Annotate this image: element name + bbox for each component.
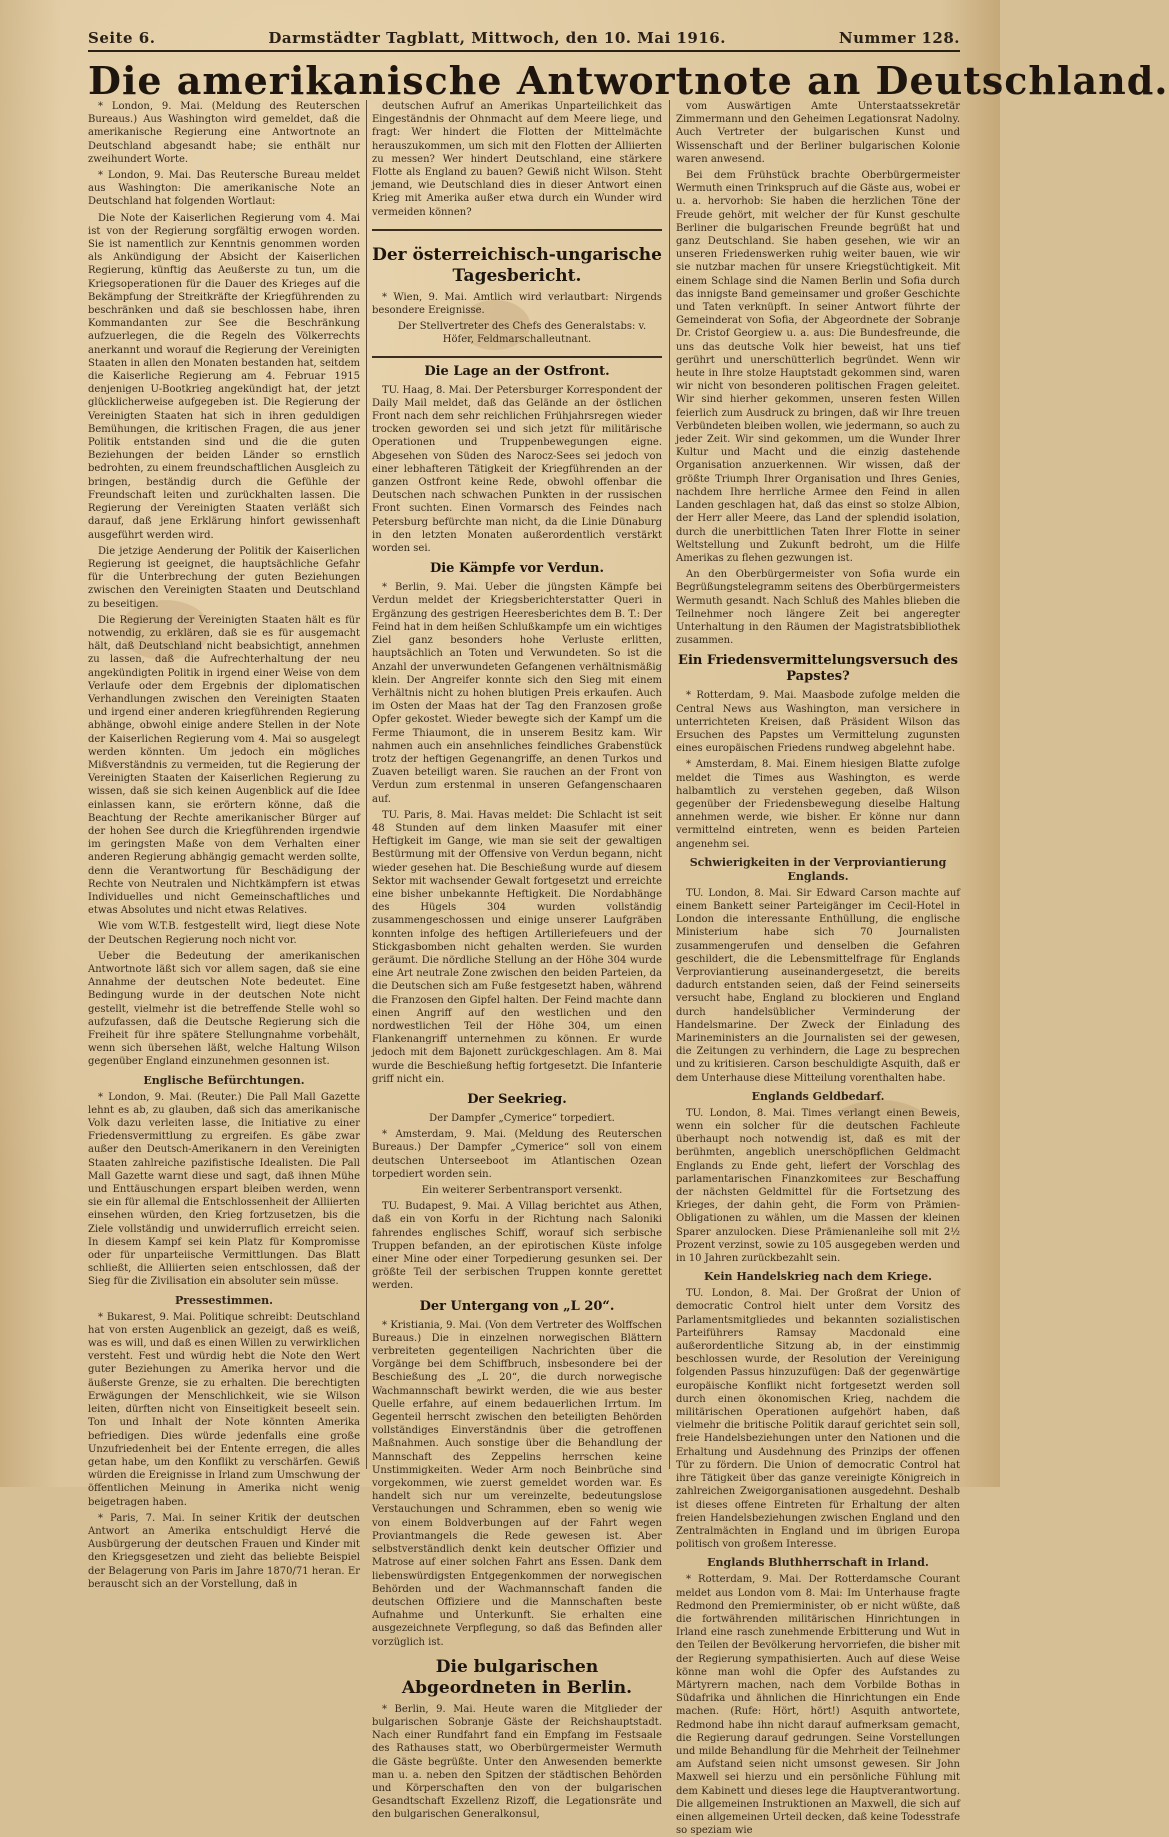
article-paragraph: TU. London, 8. Mai. Times verlangt einen Beweis, wenn ein solcher für die deutschen Fachleute überhaupt noch notwendig ist, daß es mit der berühmten, angeblich unerschöpflichen Geldmacht Englands zu Ende geht, liefert der Vorschlag des parlamentarischen Finanzkomitees zur Beschaffung der nächsten Geldmittel für die Fortsetzung des Krieges, der dahin geht, die Form von Prämien-Obligationen zu wählen, um die Massen der kleinen Sparer anzulocken. Diese Prämienanleihe soll mit 2½ Prozent verzinst, sowie zu 105 ausgegeben werden und in 10 Jahren zurückbezahlt sein. xyxy=(676,1107,960,1265)
column-2 xyxy=(372,100,663,1821)
article-paragraph: * Rotterdam, 9. Mai. Maasbode zufolge melden die Central News aus Washington, man versichere in unterrichteten Kreisen, daß Präsident Wilson das Ersuchen des Papstes um Vermittelung zugunsten eines europäischen Friedens rundweg abgelehnt habe. xyxy=(676,690,960,755)
article-paragraph: * Wien, 9. Mai. Amtlich wird verlautbart: Nirgends besondere Ereignisse. xyxy=(372,291,662,317)
issue-number: Nummer 128. xyxy=(838,29,960,47)
main-headline: Die amerikanische Antwortnote an Deutschland. xyxy=(88,58,1169,103)
article-paragraph: * Kristiania, 9. Mai. (Von dem Vertreter des Wolffschen Bureaus.) Die in einzelnen norwegischen Blättern verbreiteten gegenteiligen Nachrichten über die Vorgänge bei dem Schiffbruch, insbesondere bei der Beschießung des „L 20“, die durch norwegische Wachmannschaft bewirkt werden, die wie aus bester Quelle erfahre, auf einem bedauerlichen Irrtum. Im Gegenteil herrscht zwischen den beteiligten Behörden vollständiges Einverständnis über die getroffenen Maßnahmen. Auch sonstige über die Behandlung der Mannschaft des Zeppelins herrschen keine Unstimmigkeiten. Weder Arm noch Beinbrüche sind vorgekommen, wie zuerst gemeldet worden war. Es handelt sich nur um vereinzelte, bedeutungslose Verstauchungen und Schrammen, eben so wenig wie von einem Boldverbungen auf der Fahrt wegen Proviantmangels die Rede gewesen ist. Aber selbstverständlich denkt kein deutscher Offizier und Matrose auf einer solchen Fahrt ans Essen. Dank dem liebenswürdigsten Entgegenkommen der norwegischen Behörden und der Wachmannschaft fanden die deutschen Offiziere und die Mannschaften beste Aufnahme und Unterkunft. Sie erhalten eine ausgezeichnete Verpflegung, so daß das Befinden aller vorzüglich ist. xyxy=(372,1319,662,1648)
section-heading: Der österreichisch-ungarische Tagesbericht. xyxy=(372,244,662,286)
article-paragraph: An den Oberbürgermeister von Sofia wurde ein Begrüßungstelegramm seitens des Oberbürgermeisters Wermuth gesandt. Nach Schluß des Mahles blieben die Teilnehmer noch längere Zeit bei angeregter Unterhaltung in den Räumen der Magistratsbibliothek zusammen. xyxy=(676,569,960,647)
article-paragraph: * Paris, 7. Mai. In seiner Kritik der deutschen Antwort an Amerika entschuldigt Hervé die Ausbürgerung der deutschen Frauen und Kinder mit den Kriegsgesetzen und zieht das beliebte Beispiel der Belagerung von Paris im Jahre 1870/71 heran. Er berauscht sich an der Vorstellung, daß in xyxy=(88,1512,360,1590)
column-3 xyxy=(676,100,960,1837)
article-paragraph: TU. London, 8. Mai. Der Großrat der Union of democratic Control hielt unter dem Vorsitz des Parlamentsmitgliedes und bekannten sozialistischen Parteiführers Ramsay Macdonald eine außerordentliche Sitzung ab, in der einstimmig beschlossen wurde, der Resolution der Vereinigung folgenden Passus hinzuzufügen: Daß der gegenwärtige europäische Konflikt nicht fortgesetzt werden soll durch einen ökonomischen Krieg, nachdem die militärischen Operationen aufgehört haben, daß vielmehr die britische Politik darauf gerichtet sein soll, freie Handelsbeziehungen unter den Nationen und die Erhaltung und Ausdehnung des Prinzips der offenen Tür zu fördern. Die Union of democratic Control hat ihre Tätigkeit über das ganze vereinigte Königreich in zahlreichen Zweigorganisationen ausgedehnt. Deshalb ist dieses offene Eintreten für Erhaltung der alten freien Handelsbeziehungen zwischen England und den Zentralmächten in England und im übrigen Europa politisch von großem Interesse. xyxy=(676,1288,960,1551)
section-heading: Ein Friedensvermittelungsversuch des Papstes? xyxy=(678,653,958,685)
section-heading: Schwierigkeiten in der Verproviantierung Englands. xyxy=(689,855,947,883)
article-paragraph: TU. London, 8. Mai. Sir Edward Carson machte auf einem Bankett seiner Parteigänger im Cecil-Hotel in London die interessante Enthüllung, die englische Ministerium habe sich 70 Journalisten zusammengerufen und denselben die Gefahren geschildert, die die Lebensmittelfrage für Englands Verproviantierung auseinandergesetzt, die bereits dadurch entstanden seien, daß der Feind seinerseits versucht habe, England zu blockieren und England durch handelsüblicher Verminderung der Handelsmarine. Der Zweck der Einladung des Marineministers an die Journalisten sei der gewesen, die Zeitungen zu verhindern, die Lage zu besprechen und zu kritisieren. Carson beschuldigte Asquith, daß er dem Unterhause diese Mitteilung vorenthalten habe. xyxy=(676,887,960,1084)
page-header xyxy=(88,26,960,52)
article-paragraph: Die jetzige Aenderung der Politik der Kaiserlichen Regierung ist geeignet, die hauptsächliche Gefahr für die Unterbrechung der guten Beziehungen zwischen den Vereinigten Staaten und Deutschland zu beseitigen. xyxy=(88,545,360,610)
paper-title-date: Darmstädter Tagblatt, Mittwoch, den 10. Mai 1916. xyxy=(268,29,726,47)
column-rule xyxy=(366,100,367,1469)
article-paragraph: Die Note der Kaiserlichen Regierung vom 4. Mai ist von der Regierung sorgfältig erwogen worden. Sie ist namentlich zur Kenntnis genommen worden als Ankündigung der Absicht der Kaiserlichen Regierung, künftig das Aeußerste zu tun, um die Kriegsoperationen für die Dauer des Krieges auf die Bekämpfung der Streitkräfte der Kriegführenden zu beschränken und daß sie beschlossen habe, ihren Kommandanten zur See die Beschränkung aufzuerlegen, die die Regeln des Völkerrechts anerkannt und worauf die Regierung der Vereinigten Staaten in allen den Monaten bestanden hat, seitdem die Kaiserliche Regierung am 4. Februar 1915 denjenigen U-Bootkrieg angekündigt hat, der jetzt glücklicherweise aufgegeben ist. Die Regierung der Vereinigten Staaten hat sich in ihren geduldigen Bemühungen, die kritischen Fragen, die aus jener Politik entstanden sind und die die guten Beziehungen der beiden Länder so ernstlich bedrohten, zu einem freundschaftlichen Ausgleich zu bringen, beständig durch die Gefühle der Freundschaft leiten und zurückhalten lassen. Die Regierung der Vereinigten Staaten verläßt sich darauf, daß jene Erklärung hinfort gewissenhaft ausgeführt werden wird. xyxy=(88,212,360,541)
article-paragraph: * Berlin, 9. Mai. Ueber die jüngsten Kämpfe bei Verdun meldet der Kriegsberichterstatter Queri in Ergänzung des gestrigen Heeresberichtes dem B. T.: Der Feind hat in dem heißen Schlußkampfe um ein wichtiges Ziel ganz besonders hohe Verluste erlitten, hauptsächlich an Toten und Verwundeten. So ist die Anzahl der unverwundeten Gefangenen verhältnismäßig klein. Der Angreifer konnte sich den Sieg mit einem Verhältnis nicht zu hohen blutigen Preis erkaufen. Auch im Osten der Maas hat der Tag den Franzosen große Opfer gekostet. Wieder bewegte sich der Kampf um die Ferme Thiaumont, die in unserem Besitz kam. Wir nahmen auch ein ansehnliches feindliches Grabenstück trotz der heftigen Gegenangriffe, an denen Turkos und Zuaven beteiligt waren. Sie rauchen an der Front von Verdun zum erstenmal in unseren Gefangenschaaren auf. xyxy=(372,582,662,805)
austro-hungarian-report-box xyxy=(372,229,662,358)
section-heading: Pressestimmen. xyxy=(174,1293,273,1307)
page-number: Seite 6. xyxy=(88,29,156,47)
article-paragraph: vom Auswärtigen Amte Unterstaatssekretär Zimmermann und den Geheimen Legationsrat Nadolny. Auch Vertreter der bulgarischen Kunst und Wissenschaft und der Berliner bulgarischen Kolonie waren anwesend. xyxy=(676,101,960,165)
article-paragraph: * London, 9. Mai. Das Reutersche Bureau meldet aus Washington: Die amerikanische Note an Deutschland hat folgenden Wortlaut: xyxy=(88,170,360,208)
article-paragraph: * London, 9. Mai. (Meldung des Reuterschen Bureaus.) Aus Washington wird gemeldet, daß die amerikanische Regierung eine Antwortnote an Deutschland abgesandt habe; sie enthält nur zweihundert Worte. xyxy=(88,101,360,165)
section-heading: Englands Bluthherrschaft in Irland. xyxy=(707,1556,929,1570)
article-paragraph: deutschen Aufruf an Amerikas Unparteilichkeit das Eingeständnis der Ohnmacht auf dem Meere liege, und fragt: Wer hindert die Flotten der Mittelmächte herauszukommen, um sich mit den Flotten der Alliierten zu messen? Wer hindert Deutschland, eine stärkere Flotte als England zu bauen? Gewiß nicht Wilson. Steht jemand, wie Deutschland dies in dieser Antwort einen Krieg mit Amerika außer etwa durch ein Wunder wird vermeiden können? xyxy=(372,101,662,218)
section-heading: Kein Handelskrieg nach dem Kriege. xyxy=(704,1270,932,1284)
article-paragraph: * Bukarest, 9. Mai. Politique schreibt: Deutschland hat von ersten Augenblick an gezeigt, daß es weiß, was es will, und daß es einen Willen zu verwirklichen versteht. Fest und würdig hebt die Note den Wert guter Beziehungen zu Amerika hervor und die äußerste Grenze, sie zu erhalten. Die berechtigten Erwägungen der Menschlichkeit, wie sie Wilson leiten, dürften nicht von Einseitigkeit beseelt sein. Ton und Inhalt der Note könnten Amerika befriedigen. Dies würde jedenfalls eine große Unzufriedenheit bei der Entente erregen, die alles getan habe, um den Konflikt zu verschärfen. Gewiß würden die Ereignisse in Irland zum Umschwung der öffentlichen Meinung in Amerika nicht wenig beigetragen haben. xyxy=(88,1311,360,1508)
section-heading: Die Kämpfe vor Verdun. xyxy=(429,561,605,577)
article-paragraph: Bei dem Frühstück brachte Oberbürgermeister Wermuth einen Trinkspruch auf die Gäste aus, wobei er u. a. hervorhob: Sie haben die herzlichen Töne der Freude gehört, mit welcher der für Kunst geschulte Berliner die bulgarischen Freunde begrüßt hat und ganz Deutschland. Sie haben gesehen, wie wir an unseren Friedenswerken ruhig weiter bauen, wie wir sie nutzbar machen für unsere Kriegstüchtigkeit. Mit einem Schlage sind die Namen Berlin und Sofia durch das innigste Band gemeinsamer und großer Geschichte und Taten verknüpft. In seiner Antwort führte der Gemeinderat von Sofia, der Abgeordnete der Sobranje Dr. Cristof Georgiew u. a. aus: Die Bundesfreunde, die uns das deutsche Volk hier beweist, hat uns tief gerührt und unerschütterlich begründet. Wenn wir heute in Ihre stolze Hauptstadt gekommen sind, waren wir nicht von besonderen politischen Fragen geleitet. Wir sind hierher gekommen, unseren festen Willen feierlich zum Ausdruck zu bringen, daß wir Ihre treuen Verbündeten bleiben wollen, wie jedermann, so auch zu jeder Zeit. Wir sind gekommen, um die Wunder Ihrer Kultur und Macht und die einzig dastehende Organisation anzuerkennen. Wir wissen, daß der größte Triumph Ihrer Organisation und Ihres Genies, nachdem Ihre herrliche Armee den Feind in allen Landen geschlagen hat, daß das einst so stolze Albion, der Herr aller Meere, das Land der splendid isolation, durch die unerbittlichen Taten Ihrer Flotte in seiner Weltstellung und Zukunft bedroht, um die Hilfe Amerikas zu flehen gezwungen ist. xyxy=(676,170,960,564)
section-heading: Der Untergang von „L 20“. xyxy=(419,1298,615,1314)
column-1 xyxy=(88,100,360,1590)
article-paragraph: Die Regierung der Vereinigten Staaten hält es für notwendig, zu erklären, daß sie es für ausgemacht hält, daß Deutschland nicht beabsichtigt, annehmen zu lassen, daß die Aufrechterhaltung der neu angekündigten Politik in irgend einer Weise von dem Verlaufe oder dem Ergebnis der diplomatischen Verhandlungen zwischen den Vereinigten Staaten und irgend einer anderen kriegführenden Regierung abhänge, obwohl einige andere Stellen in der Note der Kaiserlichen Regierung vom 4. Mai so ausgelegt werden könnten. Um jedoch ein mögliches Mißverständnis zu vermeiden, tut die Regierung der Vereinigten Staaten der Kaiserlichen Regierung zu wissen, daß sie sich keinen Augenblick auf die Idee einlassen kann, sie erörtern könne, daß die Beachtung der Rechte amerikanischer Bürger auf der hohen See durch die Kriegführenden irgendwie im geringsten Maße von dem Verhalten einer anderen Regierung abhängig gemacht werden sollte, denn die Verantwortung für Beschädigung der Rechte von Neutralen und Nichtkämpfern ist etwas Individuelles und nicht Gemeinschaftliches und etwas Absolutes und nicht etwas Relatives. xyxy=(88,614,360,917)
subheading: Ein weiterer Serbentransport versenkt. xyxy=(421,1185,623,1197)
article-paragraph: TU. Haag, 8. Mai. Der Petersburger Korrespondent der Daily Mail meldet, daß das Gelände an der östlichen Front nach dem sehr reichlichen Frühjahrsregen wieder trocken geworden sei und sich jetzt für militärische Operationen und Truppenbewegungen eigne. Abgesehen von Süden des Narocz-Sees sei jedoch von einer lebhafteren Tätigkeit der Kriegführenden an der ganzen Ostfront keine Rede, obwohl offenbar die Deutschen nach schwachen Punkten in der russischen Front suchten. Einen Vormarsch des Feindes nach Petersburg befürchte man nicht, da die Linie Dünaburg in den letzten Monaten außerordentlich verstärkt worden sei. xyxy=(372,384,663,555)
article-paragraph: * Rotterdam, 9. Mai. Der Rotterdamsche Courant meldet aus London vom 8. Mai: Im Unterhause fragte Redmond den Premierminister, ob er nicht wüßte, daß die fortwährenden militärischen Hinrichtungen in Irland eine rasch zunehmende Erbitterung und Wut in den Teilen der Bevölkerung hervorriefen, die bisher mit der Regierung sympathisierten. Auch auf diese Weise könne man wohl die Opfer des Aufstandes zu Märtyrern machen, nach dem Vorbilde Bothas in Südafrika und ähnlichen die Hinrichtungen ein Ende machen. (Rufe: Hört, hört!) Asquith antwortete, Redmond habe ihn nicht darauf aufmerksam gemacht, die Regierung darauf gedrungen. Seine Vorstellungen und milde Behandlung für die Mehrheit der Teilnehmer am Aufstand seien nicht umsonst gewesen. Sir John Maxwell sei hierzu und ein persönliche Fühlung mit dem Kabinett und dieses lege die Hauptverantwortung. Die allgemeinen Instruktionen an Maxwell, die sich auf einen allgemeinen Urteil decken, daß keine Todesstrafe so speziam wie xyxy=(676,1574,960,1837)
article-paragraph: TU. Budapest, 9. Mai. A Villag berichtet aus Athen, daß ein von Korfu in der Richtung nach Saloniki fahrendes englisches Schiff, worauf sich serbische Truppen befanden, an der epirotischen Küste infolge einer Mine oder einer Torpedierung gesunken sei. Der größte Teil der serbischen Truppen konnte gerettet werden. xyxy=(372,1201,662,1292)
article-paragraph: * London, 9. Mai. (Reuter.) Die Pall Mall Gazette lehnt es ab, zu glauben, daß sich das amerikanische Volk dazu verleiten lasse, die Initiative zu einer Friedensvermittlung zu ergreifen. Es gäbe zwar außer den Deutsch-Amerikanern in den Vereinigten Staaten zahlreiche pazifistische Idealisten. Die Pall Mall Gazette warnt diese und sagt, daß ihnen Mühe und Enttäuschungen erspart bleiben werden, wenn sie ein für allemal die Entschlossenheit der Alliierten einsehen würden, den Krieg fortzusetzen, bis die Ziele vollständig und unwiderruflich erreicht seien. In diesem Kampf sei kein Platz für Kompromisse oder für unparteiische Vermittlungen. Das Blatt schließt, die Alliierten seien entschlossen, daß der Sieg für die Zivilisation ein absoluter sein müsse. xyxy=(88,1091,360,1288)
section-heading: Die bulgarischen Abgeordneten in Berlin. xyxy=(401,1656,633,1698)
section-heading: Englische Befürchtungen. xyxy=(143,1073,305,1087)
article-paragraph: * Amsterdam, 9. Mai. (Meldung des Reuterschen Bureaus.) Der Dampfer „Cymerice“ soll von einem deutschen Unterseeboot im Atlantischen Ozean torpediert worden sein. xyxy=(372,1129,662,1180)
article-paragraph: TU. Paris, 8. Mai. Havas meldet: Die Schlacht ist seit 48 Stunden auf dem linken Maasufer mit einer Heftigkeit im Gange, wie man sie seit der gewaltigen Bestürmung mit der Offensive von Verdun begann, nicht wieder gesehen hat. Die Beschießung wurde auf diesem Sektor mit wachsender Gewalt fortgesetzt und erreichte eine bisher unbekannte Heftigkeit. Die Nordabhänge des Hügels 304 wurden vollständig zusammengeschossen und einige unserer Laufgräben konnten infolge des heftigen Artilleriefeuers und der Stickgasbomben nicht gehalten werden. Sie wurden geräumt. Die nördliche Stellung an der Höhe 304 wurde eine Art neutrale Zone zwischen den beiden Parteien, da die Deutschen sich am Fuße festgesetzt haben, während die Franzosen den Gipfel halten. Der Feind machte dann einen Angriff auf den westlichen und den nordwestlichen Teil der Höhe 304, um einen Flankenangriff unternehmen zu können. Er wurde jedoch mit dem Bajonett zurückgeschlagen. Am 8. Mai wurde die Beschießung heftig fortgesetzt. Die Infanterie griff nicht ein. xyxy=(372,809,662,1085)
subheading: Der Dampfer „Cymerice“ torpediert. xyxy=(429,1113,615,1124)
article-paragraph: * Berlin, 9. Mai. Heute waren die Mitglieder der bulgarischen Sobranje Gäste der Reichshauptstadt. Nach einer Rundfahrt fand ein Empfang im Festsaale des Rathauses statt, wo Oberbürgermeister Wermuth die Gäste begrüßte. Unter den Anwesenden bemerkte man u. a. neben den Spitzen der städtischen Behörden und Körperschaften den von der bulgarischen Gesandtschaft Exzellenz Rizoff, die Legationsräte und den bulgarischen Generalkonsul, xyxy=(372,1703,662,1821)
section-heading: Der Seekrieg. xyxy=(467,1092,567,1107)
signature: Der Stellvertreter des Chefs des Generalstabs: v. Höfer, Feldmarschalleutnant. xyxy=(397,321,647,346)
article-paragraph: Wie vom W.T.B. festgestellt wird, liegt diese Note der Deutschen Regierung noch nicht vor. xyxy=(88,921,360,946)
column-rule xyxy=(669,100,670,1469)
article-paragraph: * Amsterdam, 8. Mai. Einem hiesigen Blatte zufolge meldet die Times aus Washington, es werde halbamtlich zu verstehen gegeben, daß Wilson gegenüber der Friedensbewegung dieselbe Haltung annehmen werde, wie bisher. Er könne nur dann vermittelnd eintreten, wenn es beiden Parteien angenehm sei. xyxy=(676,759,960,850)
section-heading: Englands Geldbedarf. xyxy=(751,1089,885,1103)
article-paragraph: Ueber die Bedeutung der amerikanischen Antwortnote läßt sich vor allem sagen, daß sie eine Annahme der deutschen Note bedeutet. Eine Bedingung wurde in der deutschen Note nicht gestellt, vielmehr ist die betreffende Stelle wohl so aufzufassen, daß die Deutsche Regierung sich die Freiheit für ihre spätere Stellungnahme vorbehält, wenn sich übersehen läßt, welche Haltung Wilson gegenüber England einzunehmen gesonnen ist. xyxy=(88,950,360,1068)
section-heading: Die Lage an der Ostfront. xyxy=(424,363,610,379)
